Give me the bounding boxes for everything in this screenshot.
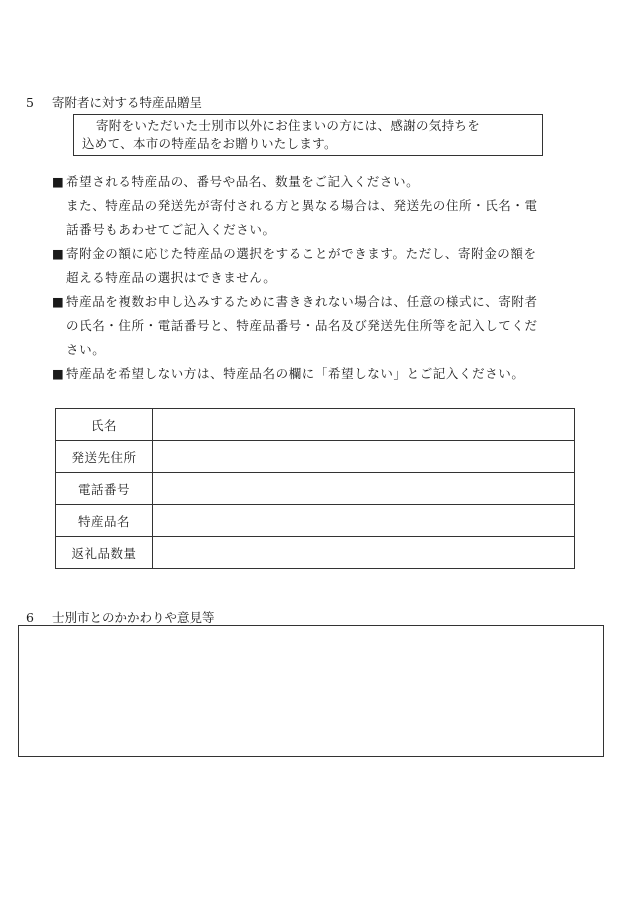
- product-name-label: 特産品名: [56, 505, 153, 537]
- table-row: [56, 537, 575, 569]
- phone-field[interactable]: [153, 473, 575, 505]
- gift-quantity-label: 返礼品数量: [56, 537, 153, 569]
- gift-quantity-field[interactable]: [153, 537, 575, 569]
- instruction-item: [52, 170, 604, 242]
- shipping-address-field[interactable]: [153, 441, 575, 473]
- notice-box: [73, 114, 543, 156]
- opinion-field[interactable]: [18, 625, 604, 757]
- square-bullet-icon: ■: [52, 246, 65, 261]
- instruction-line: さい。: [66, 342, 106, 357]
- section-number: 5: [26, 95, 34, 110]
- notice-line: 込めて、本市の特産品をお贈りいたします。: [82, 136, 337, 151]
- recipient-info-table: [55, 408, 575, 569]
- instruction-item: [52, 290, 604, 362]
- instruction-line: 寄附金の額に応じた特産品の選択をすることができます。ただし、寄附金の額を: [66, 246, 537, 261]
- section-title: 寄附者に対する特産品贈呈: [52, 95, 203, 110]
- section-6-heading: [26, 608, 215, 626]
- instructions-list: [52, 170, 604, 386]
- instruction-line: 希望される特産品の、番号や品名、数量をご記入ください。: [66, 174, 420, 189]
- instruction-line: 特産品を複数お申し込みするために書ききれない場合は、任意の様式に、寄附者: [66, 294, 538, 309]
- shipping-address-label: 発送先住所: [56, 441, 153, 473]
- phone-label: 電話番号: [56, 473, 153, 505]
- section-5-heading: [26, 93, 202, 111]
- product-name-field[interactable]: [153, 505, 575, 537]
- square-bullet-icon: ■: [52, 174, 65, 189]
- table-row: [56, 409, 575, 441]
- instruction-line: 特産品を希望しない方は、特産品名の欄に「希望しない」とご記入ください。: [66, 366, 525, 381]
- instruction-line: 超える特産品の選択はできません。: [66, 270, 277, 285]
- instruction-line: の氏名・住所・電話番号と、特産品番号・品名及び発送先住所等を記入してくだ: [66, 318, 538, 333]
- instruction-line: 話番号もあわせてご記入ください。: [66, 222, 276, 237]
- notice-line: 寄附をいただいた士別市以外にお住まいの方には、感謝の気持ちを: [96, 118, 481, 133]
- square-bullet-icon: ■: [52, 366, 65, 381]
- instruction-item: [52, 242, 604, 290]
- section-number: 6: [26, 610, 34, 625]
- table-row: [56, 505, 575, 537]
- instruction-item: [52, 362, 604, 386]
- table-row: [56, 473, 575, 505]
- name-label: 氏名: [56, 409, 153, 441]
- instruction-line: また、特産品の発送先が寄付される方と異なる場合は、発送先の住所・氏名・電: [66, 198, 538, 213]
- name-field[interactable]: [153, 409, 575, 441]
- section-title: 士別市とのかかわりや意見等: [52, 610, 215, 625]
- table-row: [56, 441, 575, 473]
- square-bullet-icon: ■: [52, 294, 65, 309]
